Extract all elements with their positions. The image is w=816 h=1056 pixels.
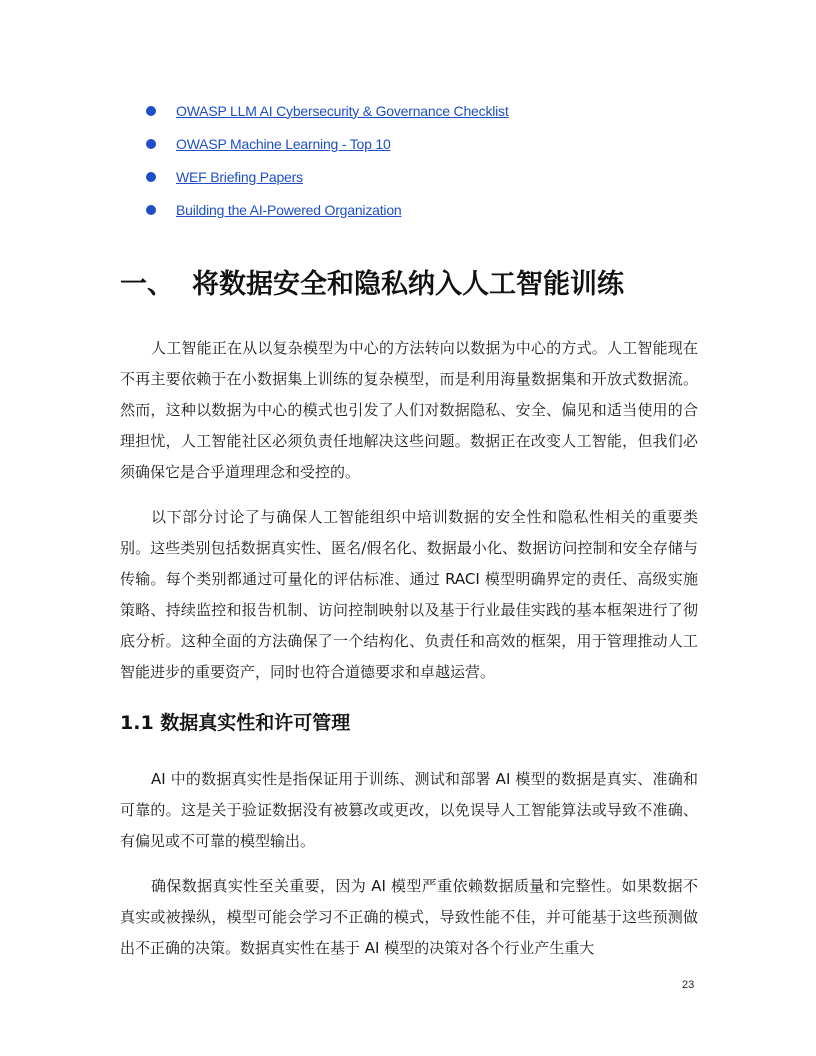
- section-number: 一、: [120, 269, 174, 300]
- section-title: 将数据安全和隐私纳入人工智能训练: [192, 269, 624, 300]
- list-item: [146, 193, 509, 226]
- list-item: [146, 127, 509, 160]
- list-item: [146, 94, 509, 127]
- list-item: [146, 160, 509, 193]
- reference-link-list: [146, 94, 509, 226]
- subsection-heading: 1.1 数据真实性和许可管理: [120, 712, 351, 734]
- bullet-icon: [146, 139, 156, 149]
- section-heading: [120, 262, 624, 301]
- wef-briefing-papers-link[interactable]: WEF Briefing Papers: [176, 168, 303, 185]
- body-paragraph: AI 中的数据真实性是指保证用于训练、测试和部署 AI 模型的数据是真实、准确和可靠的。这是关于验证数据没有被篡改或更改，以免误导人工智能算法或导致不准确、有偏见或不可靠的模型输出。: [120, 770, 698, 850]
- body-paragraph: 以下部分讨论了与确保人工智能组织中培训数据的安全性和隐私性相关的重要类别。这些类别包括数据真实性、匿名/假名化、数据最小化、数据访问控制和安全存储与传输。每个类别都通过可量化的评估标准、通过 RACI 模型明确界定的责任、高级实施策略、持续监控和报告机制、访问控制映射以及基于行业最佳实践的基本框架进行了彻底分析。这种全面的方法确保了一个结构化、负责任和高效的框架，用于管理推动人工智能进步的重要资产，同时也符合道德要求和卓越运营。: [120, 508, 698, 681]
- ai-powered-organization-link[interactable]: Building the AI-Powered Organization: [176, 201, 402, 218]
- owasp-llm-checklist-link[interactable]: OWASP LLM AI Cybersecurity & Governance Checklist: [176, 102, 509, 119]
- bullet-icon: [146, 172, 156, 182]
- body-paragraph: 人工智能正在从以复杂模型为中心的方法转向以数据为中心的方式。人工智能现在不再主要依赖于在小数据集上训练的复杂模型，而是利用海量数据集和开放式数据流。然而，这种以数据为中心的模式也引发了人们对数据隐私、安全、偏见和适当使用的合理担忧，人工智能社区必须负责任地解决这些问题。数据正在改变人工智能，但我们必须确保它是合乎道理理念和受控的。: [120, 339, 698, 481]
- page-number: 23: [682, 979, 695, 991]
- bullet-icon: [146, 205, 156, 215]
- owasp-ml-top10-link[interactable]: OWASP Machine Learning - Top 10: [176, 135, 391, 152]
- body-paragraph: 确保数据真实性至关重要，因为 AI 模型严重依赖数据质量和完整性。如果数据不真实或被操纵，模型可能会学习不正确的模式，导致性能不佳，并可能基于这些预测做出不正确的决策。数据真实性在基于 AI 模型的决策对各个行业产生重大: [120, 877, 698, 957]
- bullet-icon: [146, 106, 156, 116]
